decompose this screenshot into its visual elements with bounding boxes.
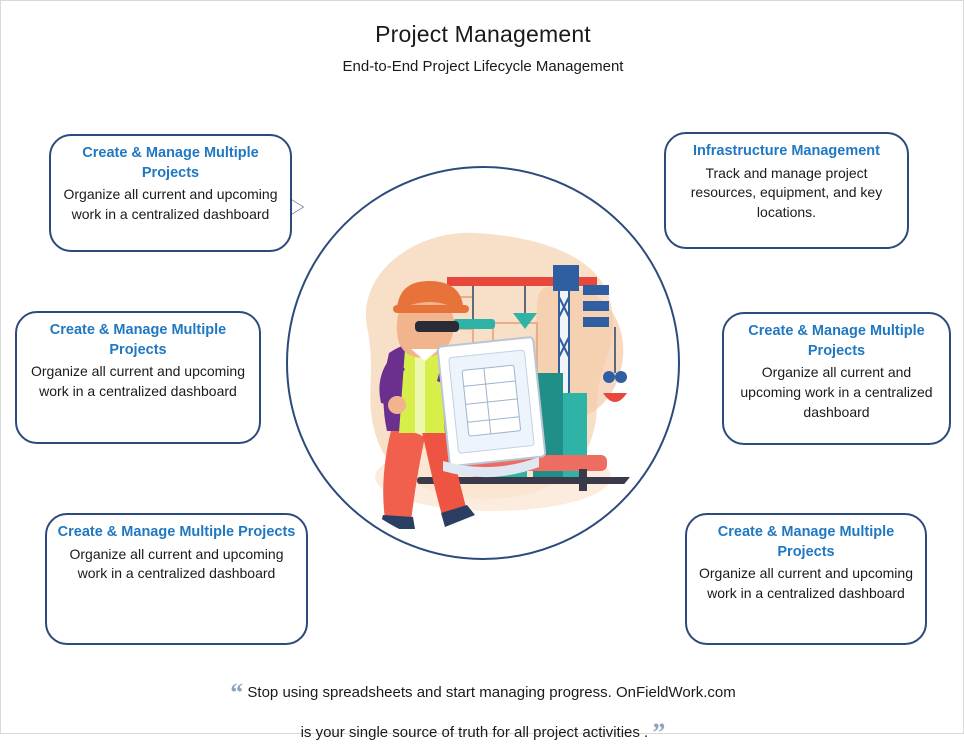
page-title: Project Management	[375, 21, 591, 47]
footer-text-1: Stop using spreadsheets and start managing progress. OnFieldWork.com	[247, 684, 736, 701]
close-quote-icon: ”	[652, 718, 666, 748]
page-subtitle: End-to-End Project Lifecycle Management	[342, 58, 624, 75]
callout-title: Create & Manage Multiple Projects	[82, 145, 259, 181]
callout-body: Organize all current and upcoming work in a centralized dashboard	[30, 363, 245, 399]
callout-body: Organize all current and upcoming work in a centralized dashboard	[698, 565, 913, 601]
footer-line-2	[1, 713, 964, 753]
footer-quote	[1, 673, 964, 754]
callout-create-manage-multiple-projects-mid-right[interactable]	[722, 312, 951, 445]
callout-infrastructure-management[interactable]	[664, 132, 909, 249]
callout-create-manage-multiple-projects-bottom-right[interactable]	[685, 513, 927, 645]
callout-body: Organize all current and upcoming work in a centralized dashboard	[63, 186, 278, 222]
footer-text-2: is your single source of truth for all project activities .	[300, 724, 649, 742]
callout-create-manage-multiple-projects-bottom-left[interactable]	[45, 513, 308, 645]
callout-title: Infrastructure Management	[693, 143, 880, 159]
callout-title: Create & Manage Multiple Projects	[748, 323, 925, 359]
callout-body: Organize all current and upcoming work in a centralized dashboard	[740, 364, 933, 420]
callout-title: Create & Manage Multiple Projects	[49, 322, 227, 358]
bubble-tail-bottom-right	[669, 567, 685, 587]
center-illustration	[297, 177, 669, 549]
footer-line-1	[1, 673, 964, 713]
callout-title: Create & Manage Multiple Projects	[57, 524, 296, 540]
callout-create-manage-multiple-projects-top-left[interactable]	[49, 134, 292, 252]
callout-title: Create & Manage Multiple Projects	[717, 524, 895, 560]
construction-worker-blueprint-icon	[297, 177, 669, 549]
callout-body: Track and manage project resources, equipment, and key locations.	[690, 164, 883, 221]
callout-create-manage-multiple-projects-mid-left[interactable]	[15, 311, 261, 444]
callout-body: Organize all current and upcoming work in a centralized dashboard	[69, 545, 284, 582]
open-quote-icon: “	[230, 678, 244, 707]
